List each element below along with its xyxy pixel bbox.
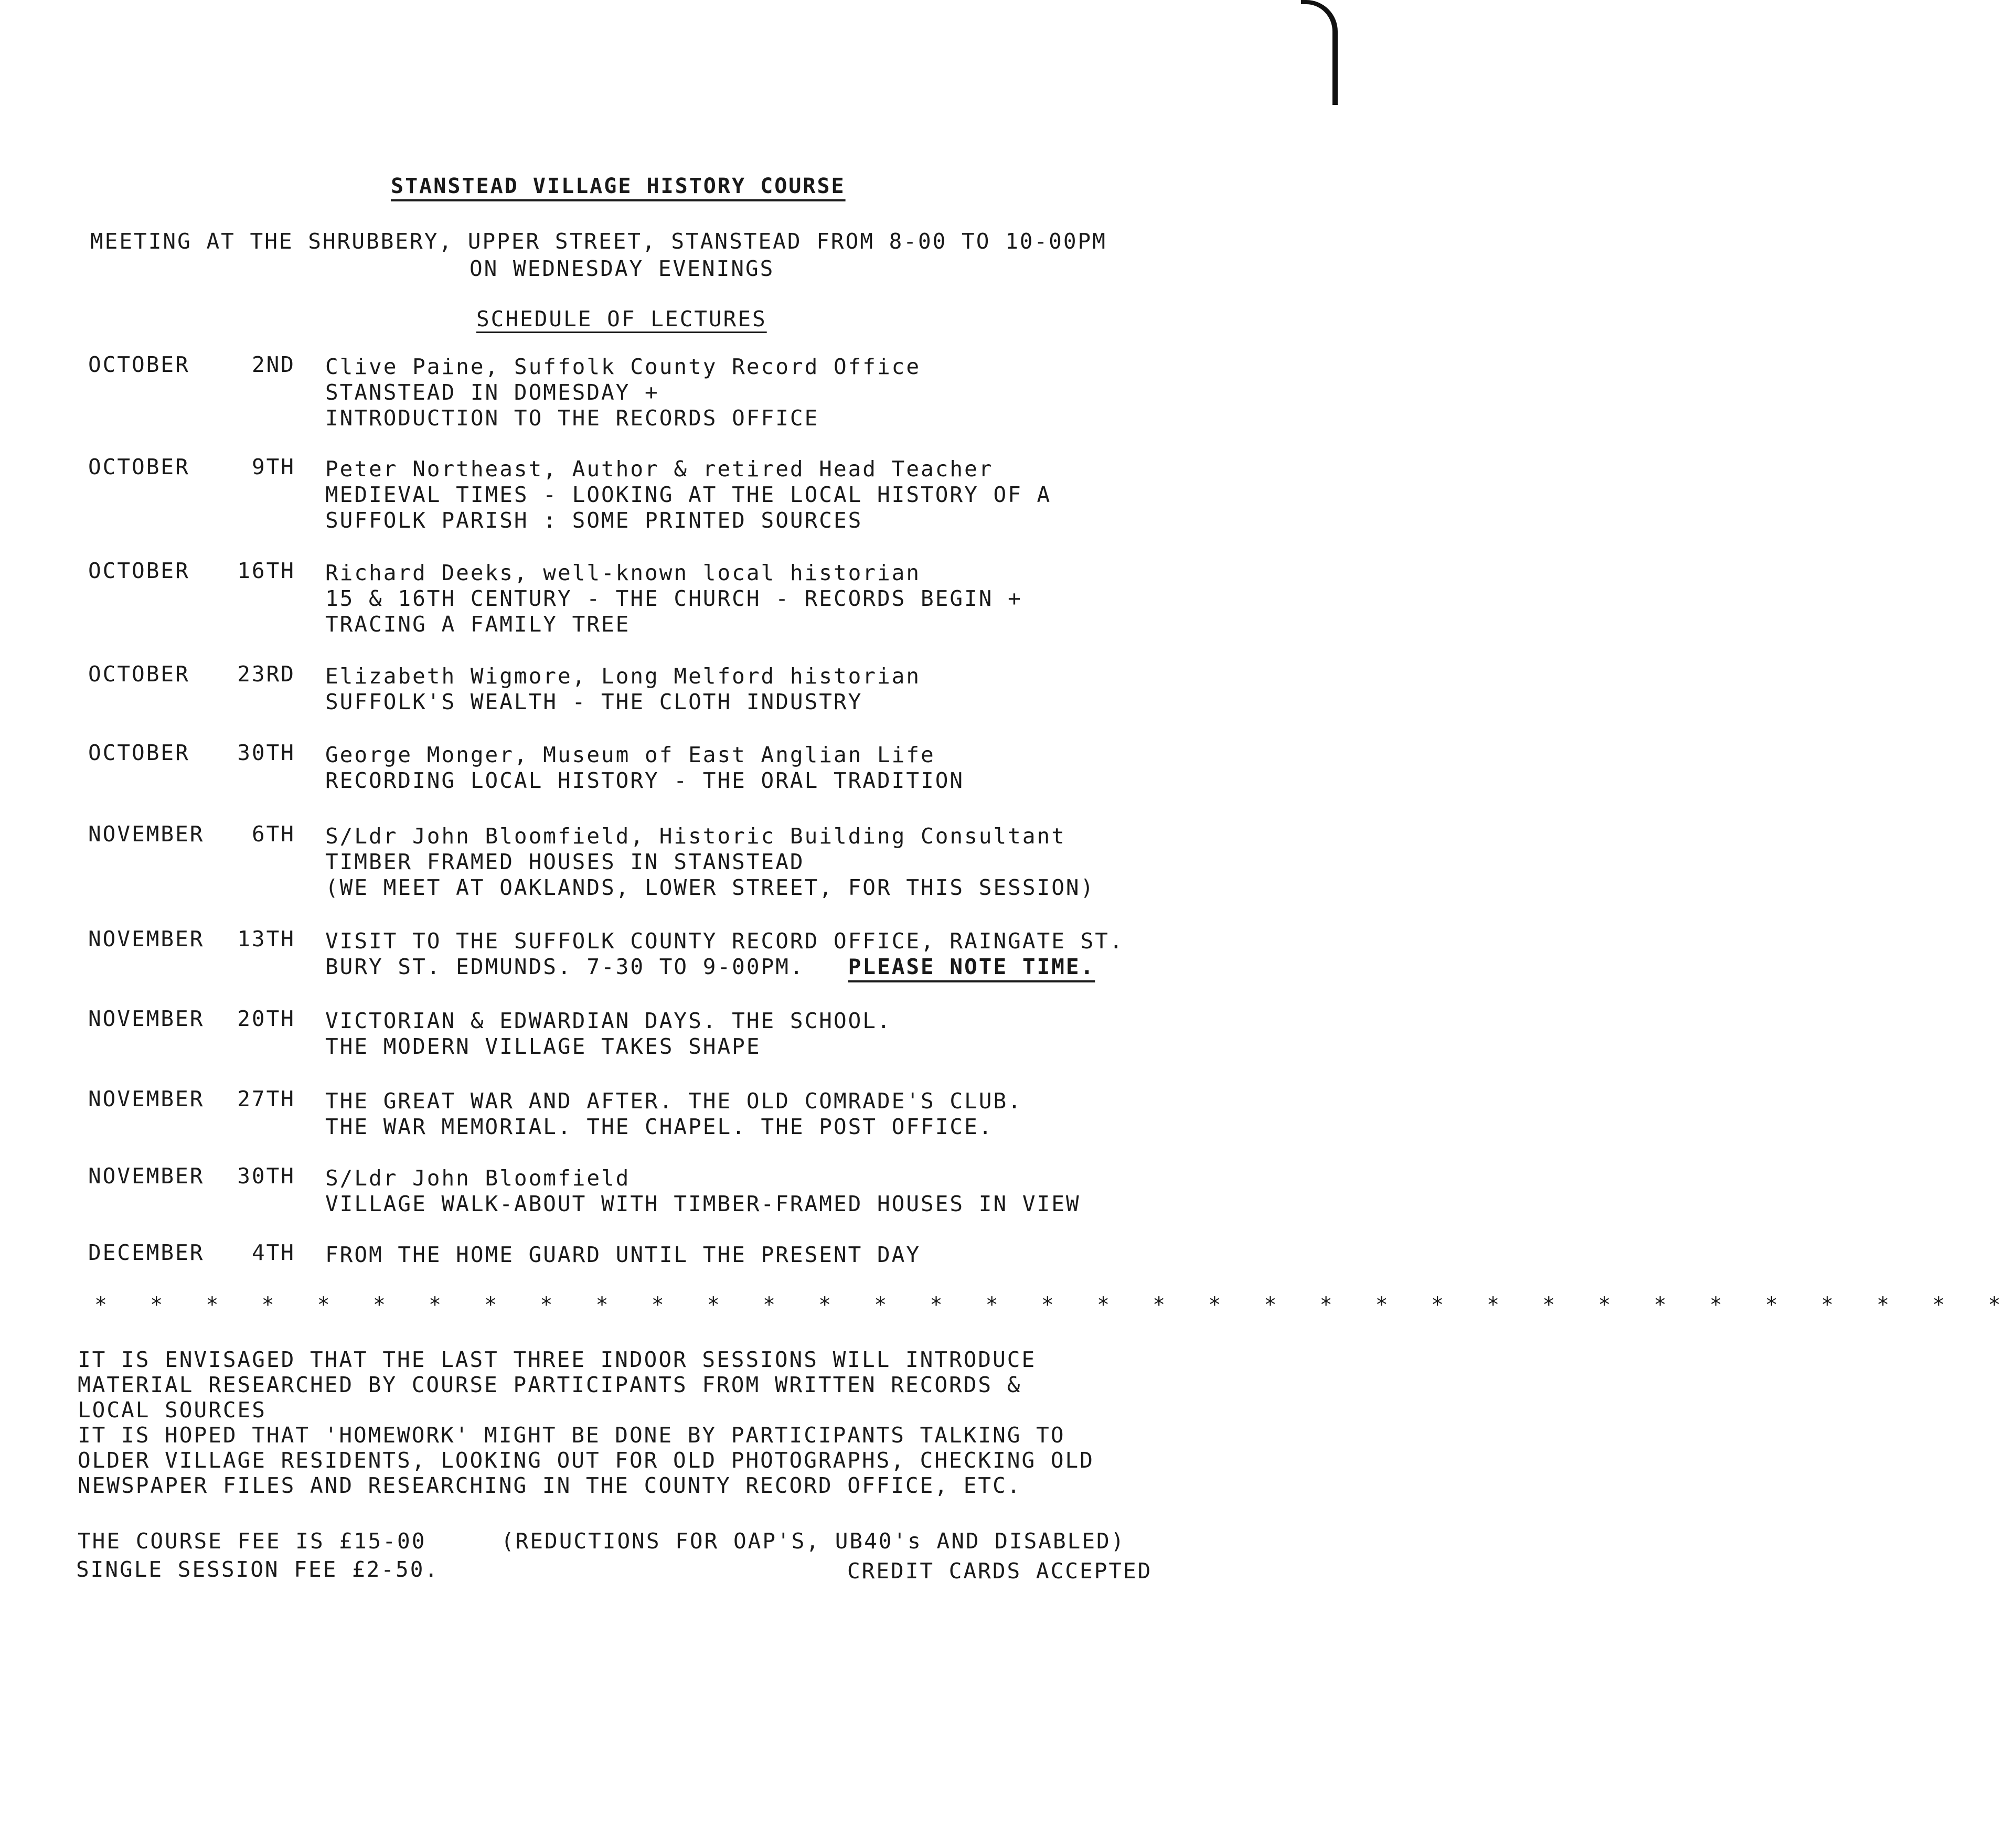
lecture-topic: MEDIEVAL TIMES - LOOKING AT THE LOCAL HISTORY OF A: [325, 482, 1052, 507]
lecture-details: [325, 560, 1022, 637]
course-notes: [78, 1347, 1094, 1498]
credit-cards-note: CREDIT CARDS ACCEPTED: [847, 1558, 1153, 1584]
lecture-day: 13TH: [237, 926, 295, 951]
lecture-topic: FROM THE HOME GUARD UNTIL THE PRESENT DAY: [325, 1242, 921, 1267]
lecture-topic: THE WAR MEMORIAL. THE CHAPEL. THE POST OFFICE.: [325, 1114, 994, 1139]
lecture-speaker: Elizabeth Wigmore, Long Melford historian: [325, 664, 921, 689]
lecture-month: OCTOBER: [88, 661, 190, 687]
fee-reductions: (REDUCTIONS FOR OAP'S, UB40's AND DISABLED): [501, 1528, 1126, 1554]
note-line: NEWSPAPER FILES AND RESEARCHING IN THE COUNTY RECORD OFFICE, ETC.: [78, 1473, 1022, 1498]
lecture-topic: VILLAGE WALK-ABOUT WITH TIMBER-FRAMED HOUSES IN VIEW: [325, 1191, 1081, 1216]
lecture-speaker: Richard Deeks, well-known local historian: [325, 560, 921, 585]
lecture-details: [325, 1166, 1081, 1217]
schedule-heading: SCHEDULE OF LECTURES: [476, 306, 767, 332]
lecture-month: NOVEMBER: [88, 821, 205, 847]
lecture-speaker: Clive Paine, Suffolk County Record Office: [325, 354, 921, 379]
lecture-topic: VISIT TO THE SUFFOLK COUNTY RECORD OFFICE, RAINGATE ST.: [325, 928, 1124, 954]
lecture-month: OCTOBER: [88, 352, 190, 377]
note-line: OLDER VILLAGE RESIDENTS, LOOKING OUT FOR OLD PHOTOGRAPHS, CHECKING OLD: [78, 1448, 1094, 1473]
lecture-speaker: George Monger, Museum of East Anglian Life: [325, 742, 935, 767]
lecture-month: NOVEMBER: [88, 1086, 205, 1111]
single-session-fee: SINGLE SESSION FEE £2-50.: [76, 1557, 440, 1582]
lecture-day: 30TH: [237, 740, 295, 765]
lecture-details: [325, 456, 1051, 533]
lecture-details: [325, 824, 1095, 901]
page-corner-mark: [1301, 0, 1338, 105]
lecture-topic: TRACING A FAMILY TREE: [325, 612, 631, 637]
lecture-day: 4TH: [251, 1240, 295, 1265]
course-fee: THE COURSE FEE IS £15-00: [78, 1528, 426, 1554]
time-note: PLEASE NOTE TIME.: [848, 954, 1095, 979]
lecture-details: [325, 664, 921, 715]
note-line: MATERIAL RESEARCHED BY COURSE PARTICIPANTS FROM WRITTEN RECORDS &: [78, 1372, 1022, 1397]
lecture-month: OCTOBER: [88, 454, 190, 479]
lecture-topic: SUFFOLK'S WEALTH - THE CLOTH INDUSTRY: [325, 689, 863, 714]
lecture-topic: STANSTEAD IN DOMESDAY +: [325, 380, 659, 405]
lecture-day: 6TH: [251, 821, 295, 847]
lecture-day: 20TH: [237, 1006, 295, 1031]
lecture-day: 2ND: [251, 352, 295, 377]
lecture-details: [325, 1242, 921, 1268]
lecture-details: [325, 354, 921, 431]
lecture-topic: RECORDING LOCAL HISTORY - THE ORAL TRADITION: [325, 768, 965, 793]
lecture-day: 9TH: [251, 454, 295, 479]
lecture-month: DECEMBER: [88, 1240, 205, 1265]
lecture-details: [325, 742, 964, 794]
lecture-day: 27TH: [237, 1086, 295, 1111]
lecture-topic: BURY ST. EDMUNDS. 7-30 TO 9-00PM.: [325, 954, 805, 979]
lecture-topic: VICTORIAN & EDWARDIAN DAYS. THE SCHOOL.: [325, 1008, 892, 1033]
lecture-topic: THE GREAT WAR AND AFTER. THE OLD COMRADE'S CLUB.: [325, 1088, 1022, 1114]
lecture-topic: (WE MEET AT OAKLANDS, LOWER STREET, FOR THIS SESSION): [325, 875, 1095, 900]
lecture-day: 16TH: [237, 558, 295, 583]
lecture-month: OCTOBER: [88, 740, 190, 765]
lecture-month: NOVEMBER: [88, 1163, 205, 1189]
meeting-line-1: MEETING AT THE SHRUBBERY, UPPER STREET, STANSTEAD FROM 8-00 TO 10-00PM: [90, 229, 1107, 254]
lecture-topic: SUFFOLK PARISH : SOME PRINTED SOURCES: [325, 508, 863, 533]
star-separator: * * * * * * * * * * * * * * * * * * * * * * * * * * * * * * * * * * *: [94, 1293, 2016, 1317]
lecture-month: OCTOBER: [88, 558, 190, 583]
lecture-speaker: Peter Northeast, Author & retired Head Teacher: [325, 456, 994, 482]
lecture-topic: 15 & 16TH CENTURY - THE CHURCH - RECORDS BEGIN +: [325, 586, 1022, 611]
lecture-details: [325, 1088, 1022, 1140]
note-line: IT IS ENVISAGED THAT THE LAST THREE INDOOR SESSIONS WILL INTRODUCE: [78, 1347, 1037, 1372]
lecture-speaker: S/Ldr John Bloomfield: [325, 1166, 631, 1191]
lecture-details: [325, 928, 1124, 980]
lecture-day: 23RD: [237, 661, 295, 687]
lecture-topic: THE MODERN VILLAGE TAKES SHAPE: [325, 1034, 761, 1059]
lecture-month: NOVEMBER: [88, 1006, 205, 1031]
lecture-topic: INTRODUCTION TO THE RECORDS OFFICE: [325, 405, 819, 431]
lecture-details: [325, 1008, 892, 1060]
note-line: LOCAL SOURCES: [78, 1397, 266, 1423]
lecture-month: NOVEMBER: [88, 926, 205, 951]
meeting-line-2: ON WEDNESDAY EVENINGS: [470, 256, 775, 281]
document-title: STANSTEAD VILLAGE HISTORY COURSE: [391, 174, 846, 198]
lecture-topic: TIMBER FRAMED HOUSES IN STANSTEAD: [325, 849, 805, 874]
lecture-speaker: S/Ldr John Bloomfield, Historic Building Consultant: [325, 824, 1066, 849]
lecture-day: 30TH: [237, 1163, 295, 1189]
note-line: IT IS HOPED THAT 'HOMEWORK' MIGHT BE DONE BY PARTICIPANTS TALKING TO: [78, 1423, 1065, 1448]
lecture-topic-with-note: [325, 954, 1124, 980]
